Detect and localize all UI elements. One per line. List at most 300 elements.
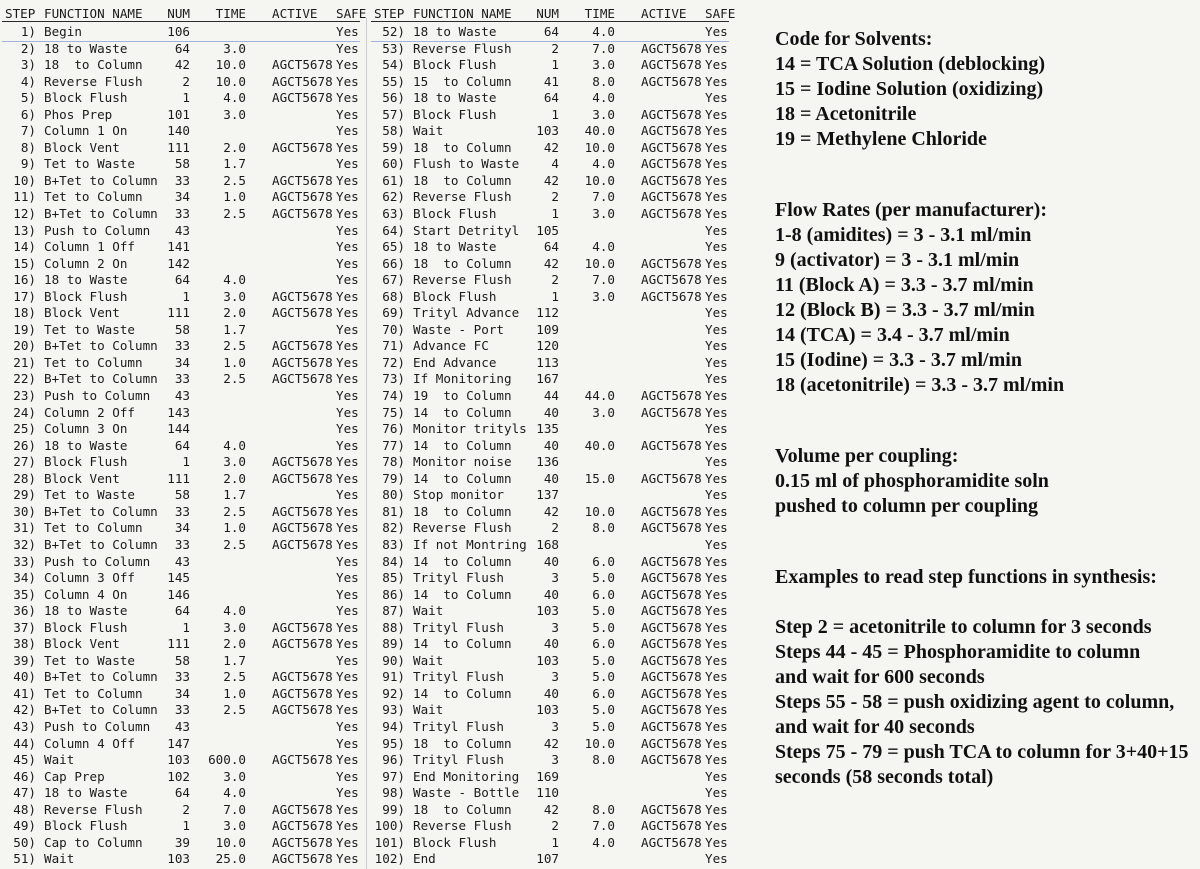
table-row[interactable] bbox=[2, 587, 360, 604]
table-row[interactable] bbox=[371, 537, 729, 554]
cell-function-name: Tet to Column bbox=[44, 189, 143, 205]
cell-safe: Yes bbox=[336, 90, 359, 106]
cell-safe: Yes bbox=[705, 834, 728, 850]
cell-time: 4.0 bbox=[592, 834, 615, 850]
table-row[interactable] bbox=[2, 223, 360, 240]
table-row[interactable] bbox=[371, 405, 729, 422]
cell-step: 68) bbox=[382, 288, 405, 304]
cell-num: 141 bbox=[167, 239, 190, 255]
cell-step: 11) bbox=[13, 189, 36, 205]
cell-safe: Yes bbox=[705, 702, 728, 718]
table-row[interactable] bbox=[2, 256, 360, 273]
cell-active: AGCT5678 bbox=[641, 255, 702, 271]
cell-time: 2.5 bbox=[223, 669, 246, 685]
table-row[interactable] bbox=[371, 41, 729, 58]
cell-time: 1.0 bbox=[223, 685, 246, 701]
cell-time: 3.0 bbox=[592, 206, 615, 222]
cell-num: 41 bbox=[543, 73, 559, 89]
note-section-examples bbox=[775, 565, 1197, 790]
cell-time: 40.0 bbox=[584, 123, 615, 139]
cell-active: AGCT5678 bbox=[641, 553, 702, 569]
table-row[interactable] bbox=[2, 851, 360, 868]
cell-safe: Yes bbox=[705, 454, 728, 470]
cell-active: AGCT5678 bbox=[641, 437, 702, 453]
table-row[interactable] bbox=[2, 355, 360, 372]
cell-step: 37) bbox=[13, 619, 36, 635]
cell-num: 40 bbox=[543, 470, 559, 486]
table-rows bbox=[2, 24, 360, 868]
cell-function-name: Trityl Flush bbox=[413, 752, 504, 768]
cell-num: 107 bbox=[536, 851, 559, 867]
cell-step: 29) bbox=[13, 487, 36, 503]
table-row[interactable] bbox=[2, 24, 360, 41]
table-row[interactable] bbox=[371, 438, 729, 455]
cell-safe: Yes bbox=[336, 553, 359, 569]
table-row[interactable] bbox=[371, 173, 729, 190]
cell-active: AGCT5678 bbox=[641, 123, 702, 139]
cell-function-name: 14 to Column bbox=[413, 636, 512, 652]
table-row[interactable] bbox=[2, 818, 360, 835]
cell-num: 111 bbox=[167, 636, 190, 652]
cell-active: AGCT5678 bbox=[272, 470, 333, 486]
table-row[interactable] bbox=[2, 421, 360, 438]
table-row[interactable] bbox=[2, 736, 360, 753]
cell-active: AGCT5678 bbox=[272, 288, 333, 304]
cell-safe: Yes bbox=[705, 801, 728, 817]
cell-function-name: Tet to Waste bbox=[44, 321, 135, 337]
cell-active: AGCT5678 bbox=[641, 520, 702, 536]
table-row[interactable] bbox=[2, 504, 360, 521]
cell-num: 33 bbox=[174, 338, 190, 354]
cell-function-name: Trityl Flush bbox=[413, 718, 504, 734]
cell-time: 8.0 bbox=[592, 73, 615, 89]
cell-safe: Yes bbox=[336, 354, 359, 370]
table-row[interactable] bbox=[371, 57, 729, 74]
cell-time: 7.0 bbox=[592, 40, 615, 56]
table-row[interactable] bbox=[2, 802, 360, 819]
cell-num: 137 bbox=[536, 487, 559, 503]
cell-safe: Yes bbox=[705, 570, 728, 586]
table-row[interactable] bbox=[371, 835, 729, 852]
header-step: STEP bbox=[374, 5, 405, 21]
table-row[interactable] bbox=[371, 206, 729, 223]
cell-time: 7.0 bbox=[223, 801, 246, 817]
cell-num: 58 bbox=[174, 156, 190, 172]
note-line: seconds (58 seconds total) bbox=[775, 766, 994, 788]
cell-function-name: B+Tet to Column bbox=[44, 371, 158, 387]
table-row[interactable] bbox=[2, 140, 360, 157]
cell-function-name: 18 to Column bbox=[413, 503, 512, 519]
cell-function-name: B+Tet to Column bbox=[44, 702, 158, 718]
cell-active: AGCT5678 bbox=[641, 404, 702, 420]
table-row[interactable] bbox=[371, 686, 729, 703]
cell-function-name: Block Vent bbox=[44, 470, 120, 486]
table-row[interactable] bbox=[2, 90, 360, 107]
table-row[interactable] bbox=[371, 520, 729, 537]
notes-panel bbox=[775, 27, 1197, 790]
cell-time: 3.0 bbox=[223, 619, 246, 635]
table-row[interactable] bbox=[2, 189, 360, 206]
cell-function-name: Start Detrityl bbox=[413, 222, 520, 238]
table-row[interactable] bbox=[2, 487, 360, 504]
table-row[interactable] bbox=[371, 421, 729, 438]
cell-step: 17) bbox=[13, 288, 36, 304]
cell-function-name: Wait bbox=[413, 702, 444, 718]
cell-step: 22) bbox=[13, 371, 36, 387]
cell-num: 109 bbox=[536, 321, 559, 337]
header-function-name: FUNCTION NAME bbox=[413, 5, 512, 21]
cell-step: 50) bbox=[13, 834, 36, 850]
table-row[interactable] bbox=[2, 305, 360, 322]
table-row[interactable] bbox=[2, 206, 360, 223]
cell-step: 87) bbox=[382, 603, 405, 619]
cell-safe: Yes bbox=[705, 288, 728, 304]
cell-time: 4.0 bbox=[592, 90, 615, 106]
cell-active: AGCT5678 bbox=[272, 801, 333, 817]
table-row[interactable] bbox=[371, 107, 729, 124]
table-row[interactable] bbox=[2, 636, 360, 653]
cell-num: 2 bbox=[182, 801, 190, 817]
cell-active: AGCT5678 bbox=[641, 818, 702, 834]
cell-num: 111 bbox=[167, 305, 190, 321]
cell-time: 5.0 bbox=[592, 702, 615, 718]
table-row[interactable] bbox=[371, 239, 729, 256]
table-row[interactable] bbox=[2, 537, 360, 554]
cell-safe: Yes bbox=[705, 652, 728, 668]
table-row[interactable] bbox=[2, 554, 360, 571]
cell-active: AGCT5678 bbox=[272, 90, 333, 106]
table-row[interactable] bbox=[371, 189, 729, 206]
cell-active: AGCT5678 bbox=[641, 702, 702, 718]
cell-time: 5.0 bbox=[592, 652, 615, 668]
table-row[interactable] bbox=[371, 471, 729, 488]
table-row[interactable] bbox=[371, 454, 729, 471]
cell-active: AGCT5678 bbox=[272, 503, 333, 519]
table-row[interactable] bbox=[371, 24, 729, 41]
cell-step: 72) bbox=[382, 354, 405, 370]
cell-function-name: 18 to Column bbox=[413, 139, 512, 155]
cell-safe: Yes bbox=[336, 785, 359, 801]
cell-active: AGCT5678 bbox=[641, 272, 702, 288]
cell-step: 67) bbox=[382, 272, 405, 288]
table-row[interactable] bbox=[371, 90, 729, 107]
cell-safe: Yes bbox=[336, 437, 359, 453]
table-row[interactable] bbox=[371, 289, 729, 306]
cell-step: 41) bbox=[13, 685, 36, 701]
table-row[interactable] bbox=[371, 74, 729, 91]
note-line: pushed to column per coupling bbox=[775, 495, 1039, 517]
cell-active: AGCT5678 bbox=[641, 570, 702, 586]
table-row[interactable] bbox=[2, 371, 360, 388]
cell-safe: Yes bbox=[705, 139, 728, 155]
cell-step: 35) bbox=[13, 586, 36, 602]
cell-num: 2 bbox=[551, 189, 559, 205]
header-active: ACTIVE bbox=[272, 5, 318, 21]
cell-safe: Yes bbox=[336, 73, 359, 89]
cell-step: 101) bbox=[374, 834, 405, 850]
cell-num: 40 bbox=[543, 586, 559, 602]
cell-num: 3 bbox=[551, 718, 559, 734]
table-row[interactable] bbox=[371, 785, 729, 802]
cell-safe: Yes bbox=[336, 685, 359, 701]
cell-time: 5.0 bbox=[592, 603, 615, 619]
cell-num: 33 bbox=[174, 371, 190, 387]
table-row[interactable] bbox=[371, 156, 729, 173]
table-row[interactable] bbox=[371, 223, 729, 240]
table-row[interactable] bbox=[2, 686, 360, 703]
table-row[interactable] bbox=[371, 669, 729, 686]
table-row[interactable] bbox=[2, 289, 360, 306]
table-header bbox=[371, 5, 736, 22]
cell-safe: Yes bbox=[705, 338, 728, 354]
cell-step: 40) bbox=[13, 669, 36, 685]
cell-step: 83) bbox=[382, 536, 405, 552]
table-row[interactable] bbox=[2, 454, 360, 471]
cell-step: 5) bbox=[20, 90, 36, 106]
note-title: Volume per coupling: bbox=[775, 445, 959, 467]
table-row[interactable] bbox=[371, 338, 729, 355]
cell-function-name: Push to Column bbox=[44, 388, 151, 404]
table-row[interactable] bbox=[2, 107, 360, 124]
cell-time: 4.0 bbox=[223, 437, 246, 453]
cell-step: 43) bbox=[13, 718, 36, 734]
cell-safe: Yes bbox=[336, 669, 359, 685]
cell-num: 58 bbox=[174, 652, 190, 668]
cell-function-name: B+Tet to Column bbox=[44, 206, 158, 222]
table-row[interactable] bbox=[371, 256, 729, 273]
table-row[interactable] bbox=[2, 570, 360, 587]
cell-step: 100) bbox=[374, 818, 405, 834]
table-row[interactable] bbox=[371, 603, 729, 620]
cell-time: 2.5 bbox=[223, 172, 246, 188]
table-row[interactable] bbox=[371, 702, 729, 719]
cell-step: 62) bbox=[382, 189, 405, 205]
cell-safe: Yes bbox=[336, 636, 359, 652]
cell-time: 3.0 bbox=[223, 454, 246, 470]
cell-step: 58) bbox=[382, 123, 405, 139]
table-row[interactable] bbox=[371, 769, 729, 786]
cell-safe: Yes bbox=[705, 156, 728, 172]
cell-safe: Yes bbox=[336, 272, 359, 288]
cell-function-name: Tet to Column bbox=[44, 354, 143, 370]
table-row[interactable] bbox=[371, 322, 729, 339]
cell-active: AGCT5678 bbox=[641, 752, 702, 768]
cell-time: 2.5 bbox=[223, 371, 246, 387]
cell-function-name: Block Flush bbox=[413, 206, 497, 222]
cell-step: 57) bbox=[382, 106, 405, 122]
cell-step: 36) bbox=[13, 603, 36, 619]
cell-active: AGCT5678 bbox=[272, 834, 333, 850]
cell-num: 4 bbox=[551, 156, 559, 172]
table-row[interactable] bbox=[371, 123, 729, 140]
cell-time: 8.0 bbox=[592, 520, 615, 536]
table-row[interactable] bbox=[371, 305, 729, 322]
cell-function-name: B+Tet to Column bbox=[44, 536, 158, 552]
cell-num: 42 bbox=[543, 801, 559, 817]
cell-step: 42) bbox=[13, 702, 36, 718]
note-line: Steps 75 - 79 = push TCA to column for 3+40+15 bbox=[775, 741, 1189, 763]
table-row[interactable] bbox=[2, 603, 360, 620]
cell-function-name: Monitor noise bbox=[413, 454, 512, 470]
cell-time: 4.0 bbox=[223, 272, 246, 288]
cell-num: 2 bbox=[551, 272, 559, 288]
table-row[interactable] bbox=[2, 438, 360, 455]
cell-num: 113 bbox=[536, 354, 559, 370]
cell-num: 44 bbox=[543, 388, 559, 404]
table-row[interactable] bbox=[371, 272, 729, 289]
cell-active: AGCT5678 bbox=[272, 371, 333, 387]
cell-active: AGCT5678 bbox=[641, 503, 702, 519]
table-row[interactable] bbox=[371, 636, 729, 653]
header-num: NUM bbox=[167, 5, 190, 21]
table-row[interactable] bbox=[2, 520, 360, 537]
table-row[interactable] bbox=[371, 371, 729, 388]
cell-safe: Yes bbox=[336, 172, 359, 188]
cell-function-name: If Monitoring bbox=[413, 371, 512, 387]
table-row[interactable] bbox=[2, 785, 360, 802]
table-row[interactable] bbox=[2, 620, 360, 637]
header-time: TIME bbox=[215, 5, 246, 21]
cell-step: 92) bbox=[382, 685, 405, 701]
table-row[interactable] bbox=[371, 140, 729, 157]
cell-time: 15.0 bbox=[584, 470, 615, 486]
cell-function-name: Reverse Flush bbox=[413, 40, 512, 56]
cell-num: 101 bbox=[167, 106, 190, 122]
cell-safe: Yes bbox=[336, 768, 359, 784]
cell-num: 42 bbox=[543, 255, 559, 271]
cell-num: 1 bbox=[551, 106, 559, 122]
cell-time: 3.0 bbox=[592, 404, 615, 420]
cell-function-name: 18 to Column bbox=[413, 172, 512, 188]
table-row[interactable] bbox=[371, 587, 729, 604]
table-row[interactable] bbox=[2, 752, 360, 769]
table-row[interactable] bbox=[371, 388, 729, 405]
table-row[interactable] bbox=[371, 818, 729, 835]
table-row[interactable] bbox=[2, 322, 360, 339]
table-row[interactable] bbox=[371, 504, 729, 521]
table-row[interactable] bbox=[371, 554, 729, 571]
note-title: Flow Rates (per manufacturer): bbox=[775, 199, 1047, 221]
note-line: 12 (Block B) = 3.3 - 3.7 ml/min bbox=[775, 299, 1035, 321]
cell-active: AGCT5678 bbox=[272, 305, 333, 321]
table-row[interactable] bbox=[371, 851, 729, 868]
table-row[interactable] bbox=[371, 802, 729, 819]
cell-safe: Yes bbox=[705, 619, 728, 635]
table-row[interactable] bbox=[2, 57, 360, 74]
cell-function-name: Trityl Advance bbox=[413, 305, 520, 321]
table-row[interactable] bbox=[2, 653, 360, 670]
cell-step: 74) bbox=[382, 388, 405, 404]
table-row[interactable] bbox=[371, 570, 729, 587]
cell-step: 79) bbox=[382, 470, 405, 486]
cell-step: 90) bbox=[382, 652, 405, 668]
cell-num: 110 bbox=[536, 785, 559, 801]
cell-step: 97) bbox=[382, 768, 405, 784]
cell-safe: Yes bbox=[705, 24, 728, 39]
table-row[interactable] bbox=[2, 719, 360, 736]
cell-safe: Yes bbox=[336, 156, 359, 172]
note-line: Step 2 = acetonitrile to column for 3 seconds bbox=[775, 616, 1152, 638]
table-row[interactable] bbox=[2, 702, 360, 719]
table-row[interactable] bbox=[2, 156, 360, 173]
table-row[interactable] bbox=[371, 653, 729, 670]
table-row[interactable] bbox=[371, 719, 729, 736]
cell-safe: Yes bbox=[336, 123, 359, 139]
cell-time: 10.0 bbox=[215, 57, 246, 73]
cell-safe: Yes bbox=[336, 106, 359, 122]
note-line: and wait for 600 seconds bbox=[775, 666, 985, 688]
cell-time: 10.0 bbox=[215, 834, 246, 850]
table-row[interactable] bbox=[2, 669, 360, 686]
table-row[interactable] bbox=[2, 272, 360, 289]
note-line: 14 (TCA) = 3.4 - 3.7 ml/min bbox=[775, 324, 1010, 346]
cell-safe: Yes bbox=[336, 702, 359, 718]
table-row[interactable] bbox=[371, 620, 729, 637]
cell-function-name: Cap to Column bbox=[44, 834, 143, 850]
table-row[interactable] bbox=[2, 471, 360, 488]
cell-step: 70) bbox=[382, 321, 405, 337]
table-row[interactable] bbox=[371, 487, 729, 504]
cell-num: 64 bbox=[174, 437, 190, 453]
table-row[interactable] bbox=[371, 736, 729, 753]
cell-time: 7.0 bbox=[592, 272, 615, 288]
cell-num: 143 bbox=[167, 404, 190, 420]
cell-function-name: Block Vent bbox=[44, 305, 120, 321]
cell-num: 144 bbox=[167, 421, 190, 437]
cell-safe: Yes bbox=[705, 421, 728, 437]
cell-safe: Yes bbox=[705, 40, 728, 56]
table-row[interactable] bbox=[2, 338, 360, 355]
cell-function-name: If not Montring bbox=[413, 536, 527, 552]
cell-num: 1 bbox=[551, 206, 559, 222]
table-row[interactable] bbox=[2, 388, 360, 405]
table-row[interactable] bbox=[371, 752, 729, 769]
cell-safe: Yes bbox=[705, 106, 728, 122]
cell-step: 75) bbox=[382, 404, 405, 420]
cell-function-name: Monitor trityls bbox=[413, 421, 527, 437]
cell-function-name: Tet to Waste bbox=[44, 487, 135, 503]
cell-step: 99) bbox=[382, 801, 405, 817]
table-row[interactable] bbox=[2, 41, 360, 58]
cell-safe: Yes bbox=[705, 354, 728, 370]
cell-active: AGCT5678 bbox=[641, 288, 702, 304]
table-row[interactable] bbox=[2, 173, 360, 190]
cell-num: 169 bbox=[536, 768, 559, 784]
table-row[interactable] bbox=[2, 123, 360, 140]
table-row[interactable] bbox=[2, 835, 360, 852]
cell-time: 6.0 bbox=[592, 553, 615, 569]
cell-safe: Yes bbox=[705, 57, 728, 73]
table-row[interactable] bbox=[2, 769, 360, 786]
cell-safe: Yes bbox=[336, 206, 359, 222]
note-lines bbox=[775, 223, 1197, 398]
table-row[interactable] bbox=[2, 405, 360, 422]
cell-safe: Yes bbox=[705, 123, 728, 139]
cell-num: 33 bbox=[174, 503, 190, 519]
cell-function-name: 14 to Column bbox=[413, 470, 512, 486]
cell-function-name: Push to Column bbox=[44, 222, 151, 238]
steps-table-right bbox=[371, 5, 736, 868]
cell-safe: Yes bbox=[705, 636, 728, 652]
cell-function-name: Column 2 On bbox=[44, 255, 128, 271]
cell-function-name: Block Flush bbox=[413, 288, 497, 304]
table-row[interactable] bbox=[2, 74, 360, 91]
cell-function-name: Flush to Waste bbox=[413, 156, 520, 172]
note-line: 1-8 (amidites) = 3 - 3.1 ml/min bbox=[775, 224, 1032, 246]
cell-active: AGCT5678 bbox=[641, 718, 702, 734]
table-row[interactable] bbox=[2, 239, 360, 256]
table-row[interactable] bbox=[371, 355, 729, 372]
